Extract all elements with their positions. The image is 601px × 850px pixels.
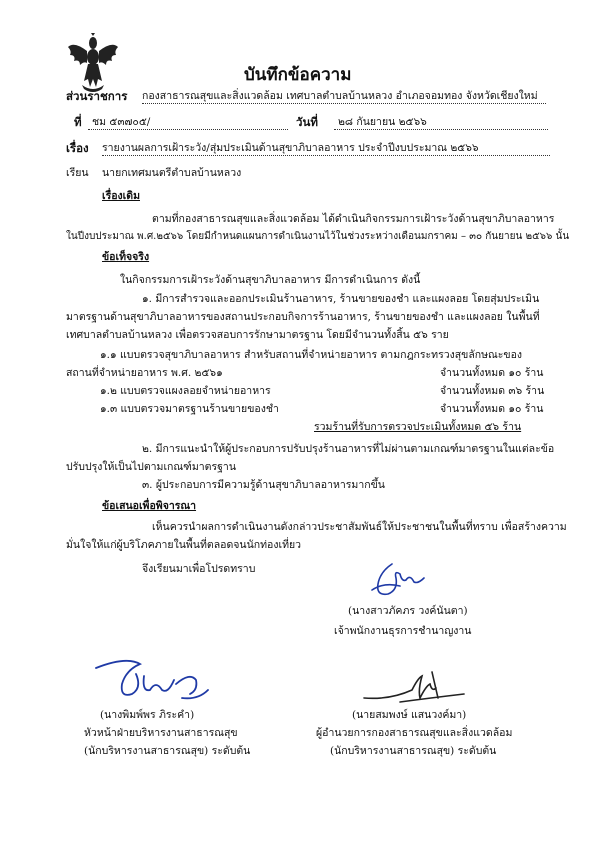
subject-value xyxy=(102,141,550,156)
facts-intro: ในกิจกรรมการเฝ้าระวังด้านสุขาภิบาลอาหาร มีการดำเนินการ ดังนี้ xyxy=(120,274,421,286)
facts-sub1-count: จำนวนทั้งหมด ๑๐ ร้าน xyxy=(440,367,544,379)
signer3-title: ผู้อำนวยการกองสาธารณสุขและสิ่งแวดล้อม xyxy=(316,727,513,739)
signature-1 xyxy=(360,560,450,602)
facts-sub3: ๑.๓ แบบตรวจมาตรฐานร้านขายของชำ xyxy=(100,403,279,415)
facts-item1-line3: เทศบาลตำบลบ้านหลวง เพื่อตรวจสอบการรักษามาตรฐาน โดยมีจำนวนทั้งสิ้น ๕๖ ราย xyxy=(66,329,449,341)
signer2-name: (นางพิมพ์พร ภิระคำ) xyxy=(100,709,195,721)
facts-sub1-line1: ๑.๑ แบบตรวจสุขาภิบาลอาหาร สำหรับสถานที่จำหน่ายอาหาร ตามกฎกระทรวงสุขลักษณะของ xyxy=(100,349,523,361)
memo-title: บันทึกข้อความ xyxy=(244,65,352,85)
facts-sub2-count: จำนวนทั้งหมด ๓๖ ร้าน xyxy=(440,385,545,397)
facts-item3: ๓. ผู้ประกอบการมีความรู้ด้านสุขาภิบาลอาหารมากขึ้น xyxy=(142,479,385,491)
facts-item2-line1: ๒. มีการแนะนำให้ผู้ประกอบการปรับปรุงร้านอาหารที่ไม่ผ่านตามเกณฑ์มาตรฐานในแต่ละข้อ xyxy=(142,443,555,455)
subject-label: เรื่อง xyxy=(66,141,89,155)
agency-text: กองสาธารณสุขและสิ่งแวดล้อม เทศบาลตำบลบ้านหลวง อำเภอจอมทอง จังหวัดเชียงใหม่ xyxy=(142,90,538,102)
date-text: ๒๘ กันยายน ๒๕๖๖ xyxy=(338,116,427,128)
proposal-heading: ข้อเสนอเพื่อพิจารณา xyxy=(102,500,197,512)
garuda-emblem-icon xyxy=(66,33,120,93)
signer2-title: หัวหน้าฝ่ายบริหารงานสาธารณสุข xyxy=(84,727,238,739)
signer3-title2: (นักบริหารงานสาธารณสุข) ระดับต้น xyxy=(330,745,497,757)
proposal-line2: มั่นใจให้แก่ผู้บริโภคภายในพื้นที่ตลอดจนนักท่องเที่ยว xyxy=(66,539,302,551)
facts-sub3-count: จำนวนทั้งหมด ๑๐ ร้าน xyxy=(440,403,544,415)
facts-total: รวมร้านที่รับการตรวจประเมินทั้งหมด ๕๖ ร้าน xyxy=(314,421,522,433)
background-line2: ในปีงบประมาณ พ.ศ.๒๕๖๖ โดยมีกำหนดแผนการดำเนินงานไว้ในช่วงระหว่างเดือนมกราคม – ๓๐ กันยายน ๒๕๖๖ นั้น xyxy=(66,231,570,242)
closing-text: จึงเรียนมาเพื่อโปรดทราบ xyxy=(142,563,256,575)
to-label: เรียน xyxy=(66,167,89,179)
agency-value xyxy=(142,89,546,104)
ref-label: ที่ xyxy=(74,115,82,129)
signer1-name: (นางสาวภัคภร วงค์นันตา) xyxy=(348,605,468,617)
agency-label: ส่วนราชการ xyxy=(66,89,128,103)
date-value xyxy=(334,115,548,130)
to-value: นายกเทศมนตรีตำบลบ้านหลวง xyxy=(102,167,242,179)
signer3-name: (นายสมพงษ์ แสนวงค์มา) xyxy=(352,709,467,721)
facts-heading: ข้อเท็จจริง xyxy=(102,251,150,263)
facts-sub2: ๑.๒ แบบตรวจแผงลอยจำหน่ายอาหาร xyxy=(100,385,271,397)
signature-2 xyxy=(86,650,216,706)
facts-item1-line1: ๑. มีการสำรวจและออกประเมินร้านอาหาร, ร้านขายของชำ และแผงลอย โดยสุ่มประเมิน xyxy=(142,293,540,305)
ref-value xyxy=(88,115,288,130)
background-heading: เรื่องเดิม xyxy=(102,190,140,202)
signer2-title2: (นักบริหารงานสาธารณสุข) ระดับต้น xyxy=(84,745,251,757)
signature-3 xyxy=(360,668,470,708)
proposal-line1: เห็นควรนำผลการดำเนินงานดังกล่าวประชาสัมพันธ์ให้ประชาชนในพื้นที่ทราบ เพื่อสร้างความ xyxy=(152,521,567,533)
ref-text: ชม ๕๓๗๐๕/ xyxy=(92,116,151,128)
facts-sub1-line2: สถานที่จำหน่ายอาหาร พ.ศ. ๒๕๖๑ xyxy=(66,367,223,379)
facts-item1-line2: มาตรฐานด้านสุขาภิบาลอาหารของสถานประกอบกิจการร้านอาหาร, ร้านขายของชำ และแผงลอย ในพื้นที่ xyxy=(66,311,540,323)
background-line1: ตามที่กองสาธารณสุขและสิ่งแวดล้อม ได้ดำเนินกิจกรรมการเฝ้าระวังด้านสุขาภิบาลอาหาร xyxy=(152,213,555,225)
subject-text: รายงานผลการเฝ้าระวัง/สุ่มประเมินด้านสุขาภิบาลอาหาร ประจำปีงบประมาณ ๒๕๖๖ xyxy=(102,142,479,154)
signer1-title: เจ้าพนักงานธุรการชำนาญงาน xyxy=(334,625,472,637)
date-label: วันที่ xyxy=(296,115,318,129)
facts-item2-line2: ปรับปรุงให้เป็นไปตามเกณฑ์มาตรฐาน xyxy=(66,461,237,473)
